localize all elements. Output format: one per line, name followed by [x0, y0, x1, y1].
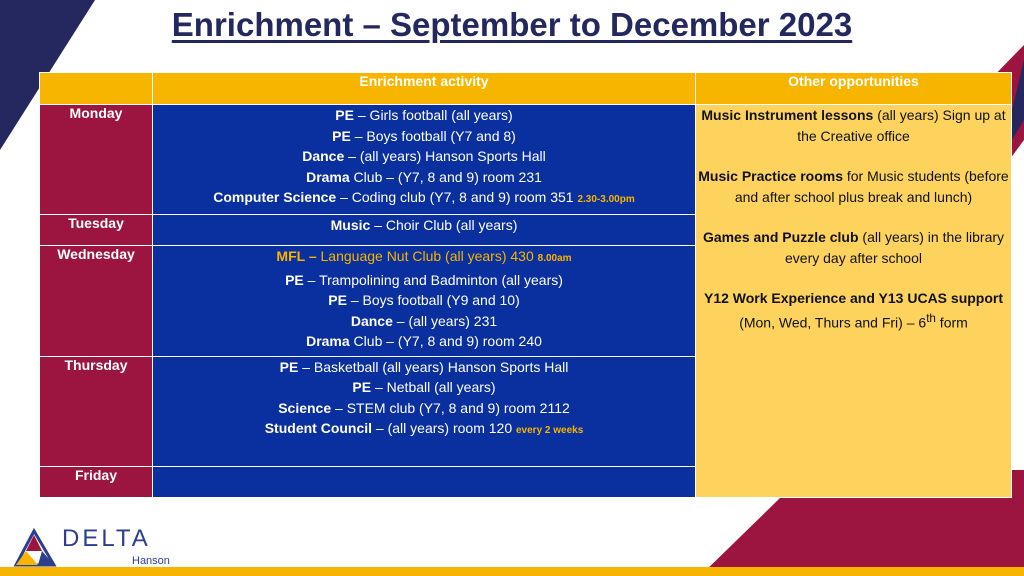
activity-line: PE – Trampolining and Badminton (all years) [285, 271, 563, 288]
day-label-friday: Friday [40, 466, 153, 497]
page-title: Enrichment – September to December 2023 [171, 6, 853, 43]
logo-name: DELTA [62, 525, 151, 552]
activity-line: PE – Basketball (all years) Hanson Sports Hall [279, 358, 569, 375]
opportunity-item: Games and Puzzle club (all years) in the library every day after school [702, 229, 1005, 266]
activity-cell-tuesday [153, 215, 696, 246]
header-blank-cell [40, 73, 153, 105]
day-label-monday: Monday [40, 105, 153, 215]
activity-line: Music – Choir Club (all years) [330, 217, 518, 234]
delta-hanson-logo [12, 525, 182, 571]
delta-triangle-icon [12, 527, 58, 567]
activity-line: Drama Club – (Y7, 8 and 9) room 240 [306, 333, 542, 350]
activity-cell-friday [153, 466, 696, 497]
header-enrichment-activity: Enrichment activity [153, 73, 696, 105]
other-opportunities-cell [696, 105, 1012, 498]
logo-subtitle: Hanson [132, 555, 170, 567]
day-label-wednesday: Wednesday [40, 246, 153, 356]
day-label-thursday: Thursday [40, 356, 153, 466]
activity-line: PE – Boys football (Y7 and 8) [332, 127, 516, 144]
activity-line: PE – Girls football (all years) [335, 107, 513, 124]
frequency-note: every 2 weeks [516, 425, 584, 437]
bottom-accent-bar [0, 567, 1024, 576]
opportunity-item: Y12 Work Experience and Y13 UCAS support (Mon, Wed, Thurs and Fri) – 6th form [703, 290, 1004, 331]
activity-line: Computer Science – Coding club (Y7, 8 and 9) room 351 2.30-3.00pm [213, 189, 635, 206]
activity-cell-thursday [153, 356, 696, 466]
header-other-opportunities: Other opportunities [696, 73, 1012, 105]
activity-line: MFL – Language Nut Club (all years) 430 8.00am [276, 248, 572, 265]
activity-line: PE – Netball (all years) [352, 379, 496, 396]
opportunity-item: Music Instrument lessons (all years) Sign up at the Creative office [701, 107, 1006, 144]
activity-line: Dance – (all years) Hanson Sports Hall [302, 148, 546, 165]
time-note: 8.00am [537, 253, 572, 265]
activity-cell-wednesday [153, 246, 696, 356]
opportunity-item: Music Practice rooms for Music students (before and after school plus break and lunch) [698, 168, 1009, 205]
activity-cell-monday [153, 105, 696, 215]
activity-line: PE – Boys football (Y9 and 10) [328, 292, 520, 309]
activity-line: Drama Club – (Y7, 8 and 9) room 231 [306, 168, 542, 185]
activity-line: Student Council – (all years) room 120 every 2 weeks [264, 420, 584, 437]
activity-line: Dance – (all years) 231 [350, 312, 498, 329]
time-note: 2.30-3.00pm [577, 194, 635, 206]
activity-line: Science – STEM club (Y7, 8 and 9) room 2112 [278, 399, 570, 416]
enrichment-table [39, 72, 1012, 498]
day-label-tuesday: Tuesday [40, 215, 153, 246]
